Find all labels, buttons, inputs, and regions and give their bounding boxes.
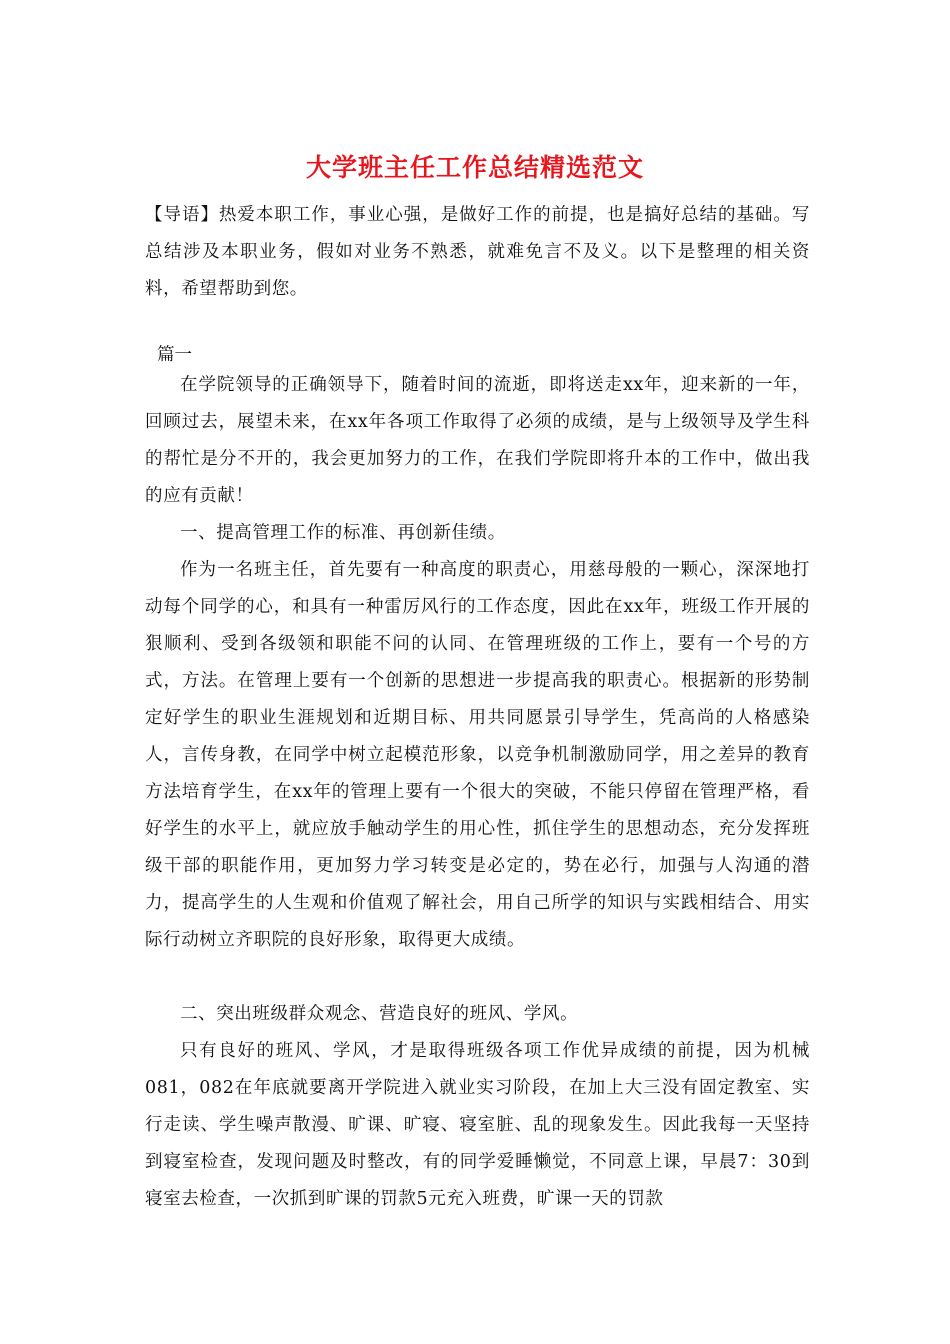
section-label: 篇一 (157, 345, 192, 365)
intro-paragraph: 【导语】热爱本职工作，事业心强，是做好工作的前提，也是搞好总结的基础。写总结涉及本职业务，假如对业务不熟悉，就难免言不及义。以下是整理的相关资料，希望帮助到您。 (145, 205, 810, 299)
section-heading-1: 一、提高管理工作的标准、再创新佳绩。 (180, 523, 506, 543)
paragraph-1: 在学院领导的正确领导下，随着时间的流逝，即将送走xx年，迎来新的一年，回顾过去，展望未来，在xx年各项工作取得了必须的成绩，是与上级领导及学生科的帮忙是分不开的，我会更加努力的工作，在我们学院即将升本的工作中，做出我的应有贡献！ (145, 375, 810, 506)
paragraph-2: 作为一名班主任，首先要有一种高度的职责心，用慈母般的一颗心，深深地打动每个同学的心，和具有一种雷厉风行的工作态度，因此在xx年，班级工作开展的狠顺利、受到各级领和职能不问的认同、在管理班级的工作上，要有一个号的方式，方法。在管理上要有一个创新的思想进一步提高我的职责心。根据新的形势制定好学生的职业生涯规划和近期目标、用共同愿景引导学生，凭高尚的人格感染人，言传身教，在同学中树立起模范形象，以竞争机制激励同学，用之差异的教育方法培育学生，在xx年的管理上要有一个很大的突破，不能只停留在管理严格，看好学生的水平上，就应放手触动学生的用心性，抓住学生的思想动态，充分发挥班级干部的职能作用，更加努力学习转变是必定的，势在必行，加强与人沟通的潜力，提高学生的人生观和价值观了解社会，用自己所学的知识与实践相结合、用实际行动树立齐职院的良好形象，取得更大成绩。 (145, 560, 810, 950)
paragraph-3: 只有良好的班风、学风，才是取得班级各项工作优异成绩的前提，因为机械081，082在年底就要离开学院进入就业实习阶段，在加上大三没有固定教室、实行走读、学生噪声散漫、旷课、旷寝、寝室脏、乱的现象发生。因此我每一天坚持到寝室检查，发现问题及时整改，有的同学爱睡懒觉，不同意上课，早晨7：30到寝室去检查，一次抓到旷课的罚款5元充入班费，旷课一天的罚款 (145, 1041, 810, 1209)
document-title: 大学班主任工作总结精选范文 (305, 153, 644, 182)
section-heading-2: 二、突出班级群众观念、营造良好的班风、学风。 (180, 1004, 579, 1024)
